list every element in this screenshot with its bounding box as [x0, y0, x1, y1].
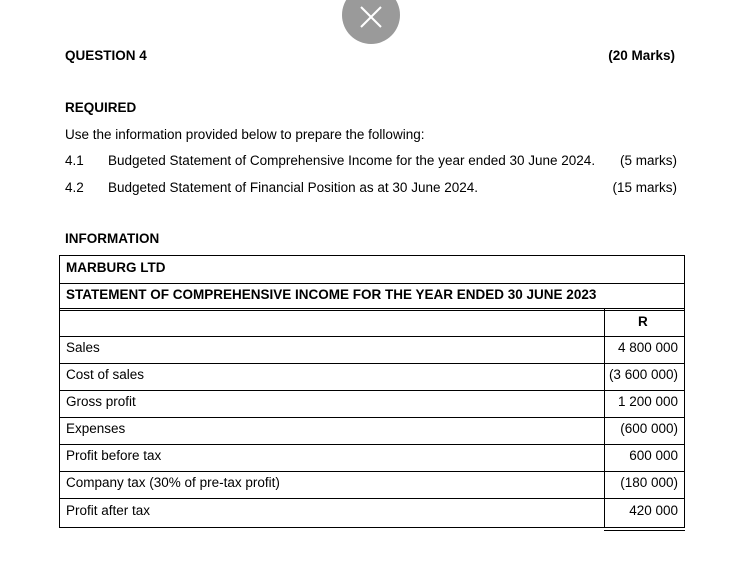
- item-marks: (5 marks): [620, 153, 677, 168]
- currency-header: R: [638, 314, 648, 329]
- row-amount: 600 000: [629, 448, 678, 463]
- information-heading: INFORMATION: [65, 231, 160, 246]
- divider: [60, 417, 684, 418]
- required-heading: REQUIRED: [65, 100, 137, 115]
- row-label: Gross profit: [66, 394, 136, 409]
- row-label: Cost of sales: [66, 367, 145, 382]
- row-label: Profit after tax: [66, 503, 151, 518]
- statement-header-table: [59, 255, 685, 311]
- divider: [60, 444, 684, 445]
- row-label: Expenses: [66, 421, 126, 436]
- income-statement-table: [59, 308, 685, 528]
- item-marks: (15 marks): [612, 180, 677, 195]
- row-amount: 420 000: [629, 503, 678, 518]
- row-label: Company tax (30% of pre-tax profit): [66, 475, 280, 490]
- item-text: Budgeted Statement of Financial Position as at 30 June 2024.: [108, 180, 478, 195]
- row-amount: 1 200 000: [617, 394, 678, 409]
- row-amount: (3 600 000): [608, 367, 678, 382]
- item-number: 4.2: [65, 180, 84, 195]
- question-total-marks: (20 Marks): [608, 48, 675, 63]
- statement-title: STATEMENT OF COMPREHENSIVE INCOME FOR THE YEAR ENDED 30 JUNE 2023: [66, 287, 597, 302]
- row-amount: (600 000): [620, 421, 678, 436]
- divider: [60, 471, 684, 472]
- close-icon: [359, 5, 383, 29]
- divider: [60, 336, 684, 337]
- item-number: 4.1: [65, 153, 84, 168]
- divider: [60, 363, 684, 364]
- company-name: MARBURG LTD: [66, 260, 166, 275]
- row-amount: (180 000): [620, 475, 678, 490]
- row-amount: 4 800 000: [617, 340, 678, 355]
- row-label: Sales: [66, 340, 100, 355]
- required-intro: Use the information provided below to prepare the following:: [65, 127, 425, 142]
- close-button[interactable]: [342, 0, 400, 44]
- item-text: Budgeted Statement of Comprehensive Income for the year ended 30 June 2024.: [108, 153, 596, 168]
- total-double-underline: [604, 530, 685, 531]
- divider: [60, 390, 684, 391]
- divider: [60, 283, 684, 284]
- row-label: Profit before tax: [66, 448, 162, 463]
- divider: [604, 309, 605, 527]
- divider: [60, 498, 684, 499]
- question-title: QUESTION 4: [65, 48, 147, 63]
